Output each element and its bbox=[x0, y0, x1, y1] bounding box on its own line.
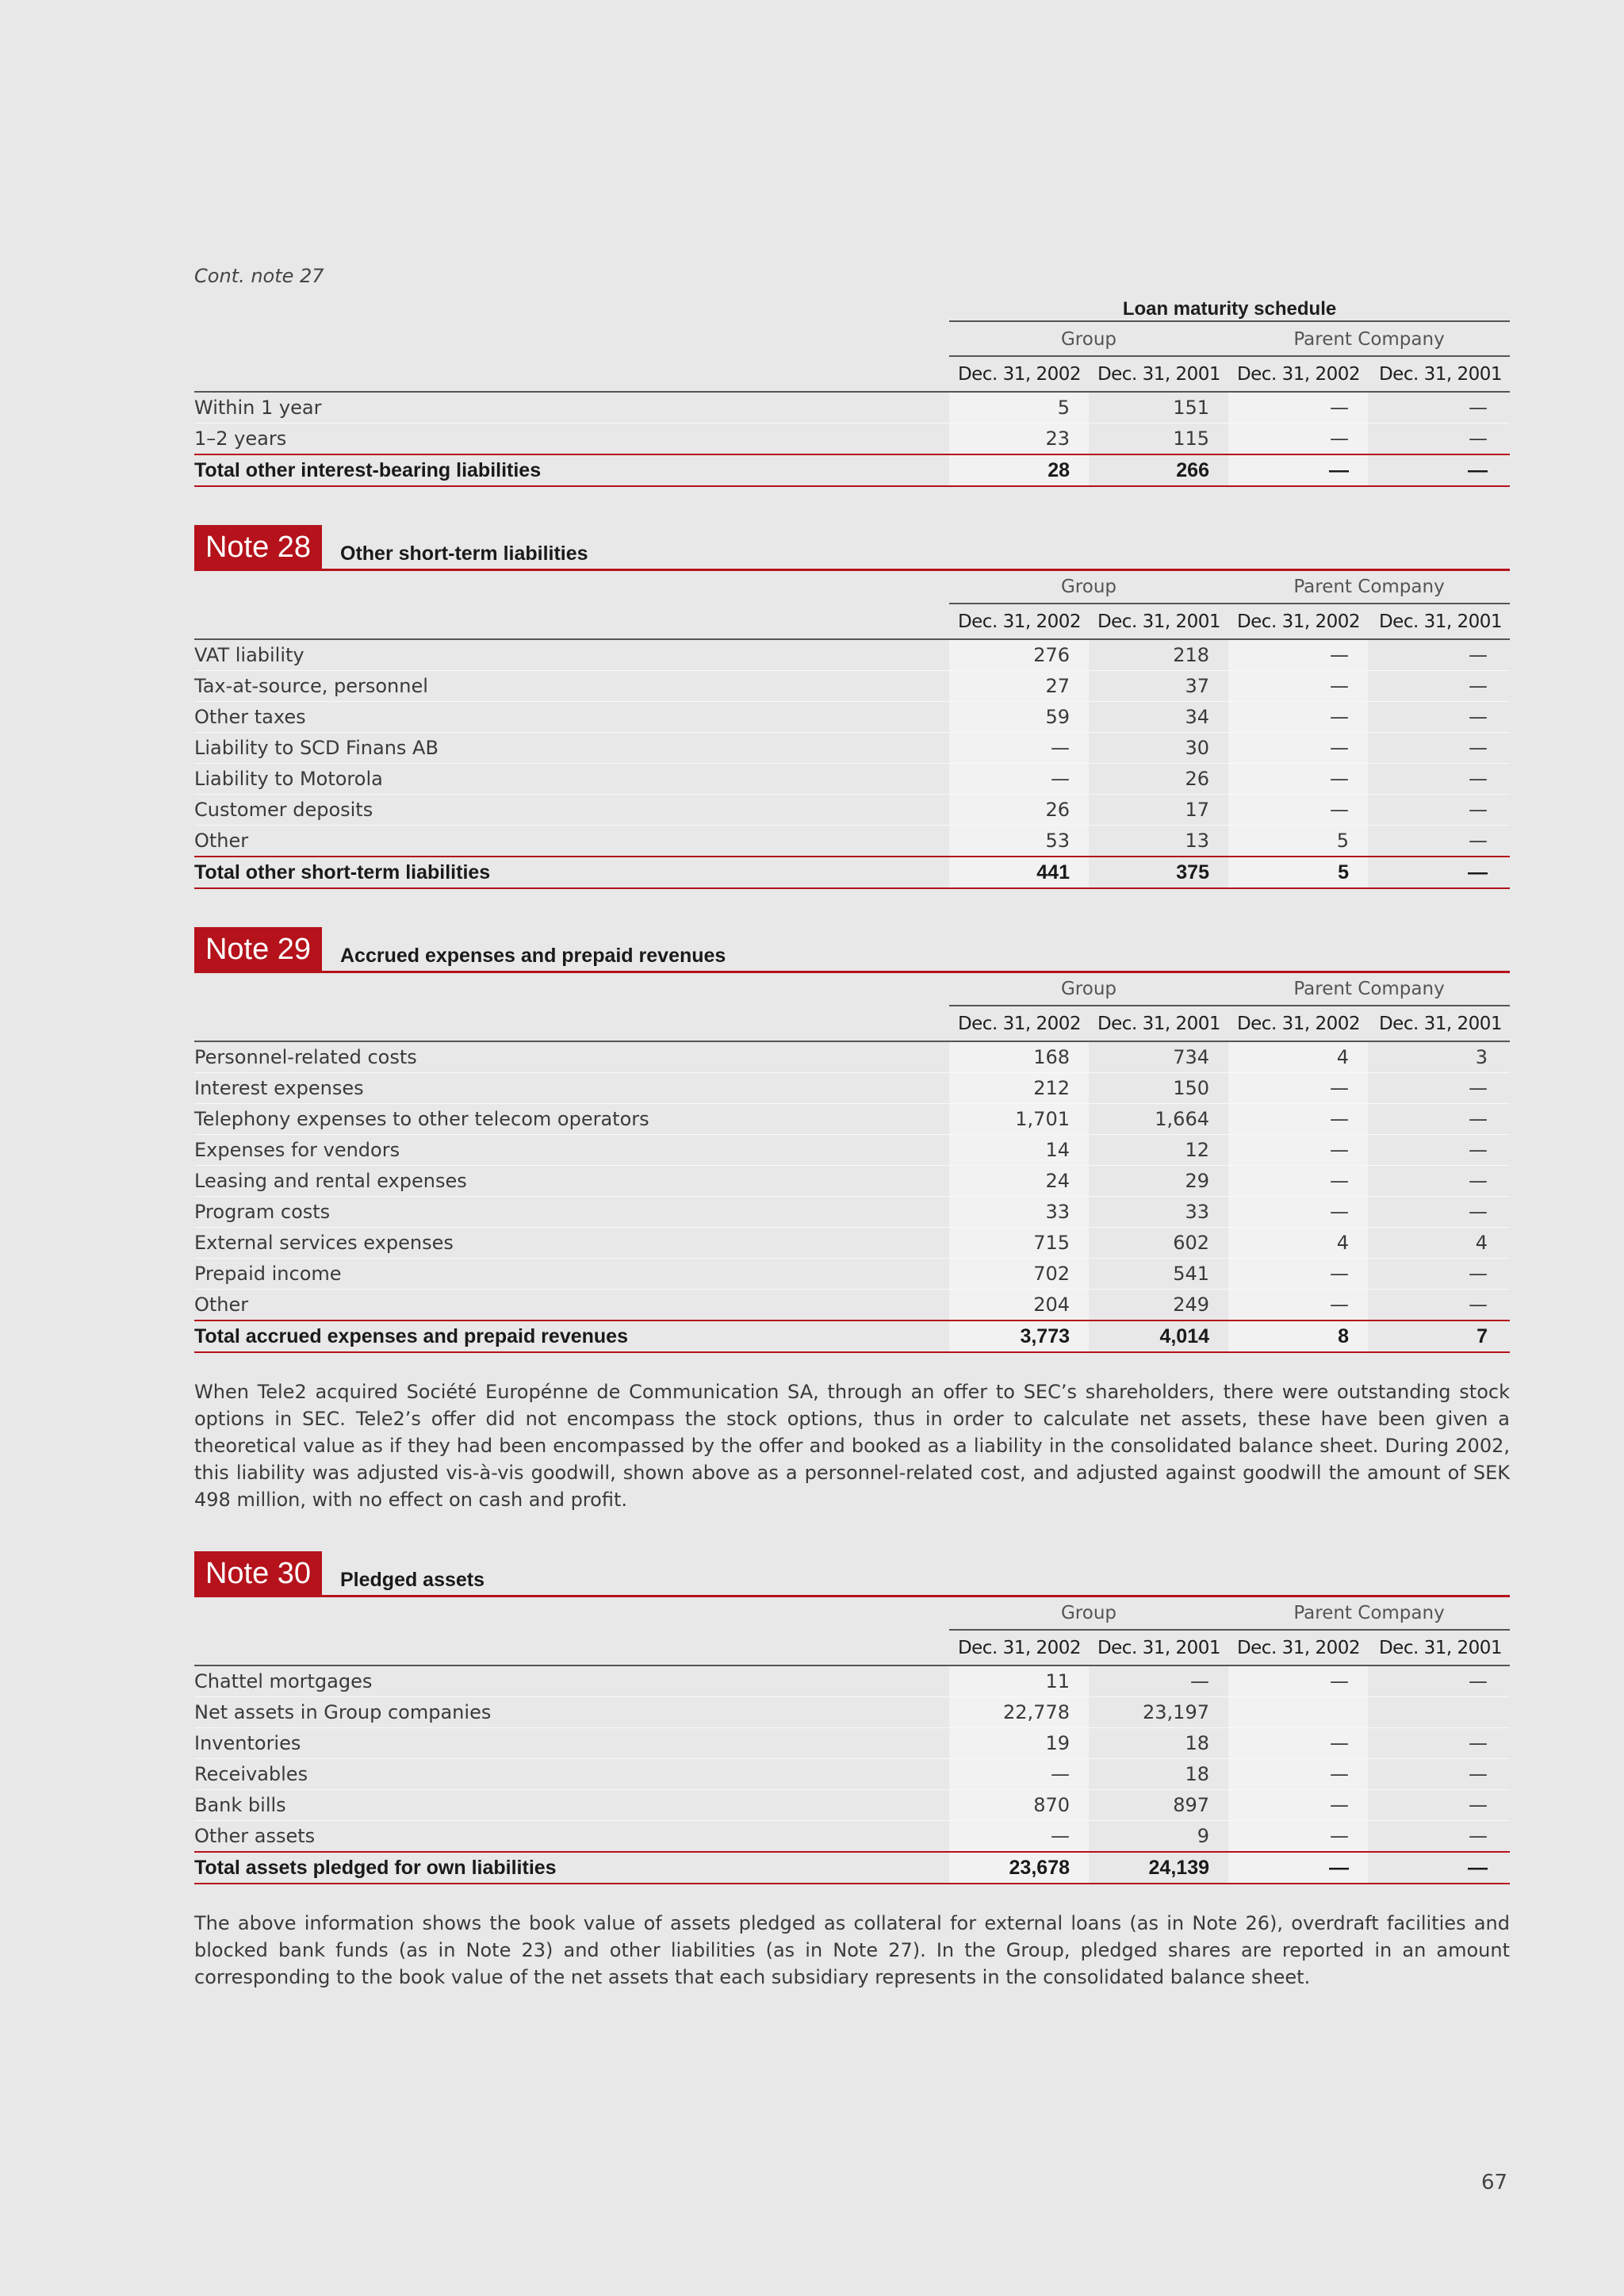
date-header: Dec. 31, 2002 bbox=[949, 1006, 1089, 1041]
cell-value: — bbox=[1228, 1197, 1368, 1228]
row-label: Total other short-term liabilities bbox=[194, 857, 949, 888]
cell-value: 23,678 bbox=[949, 1852, 1089, 1884]
table-row bbox=[194, 1290, 1510, 1321]
group-header: Group bbox=[949, 973, 1228, 1006]
cell-value bbox=[1228, 1697, 1368, 1728]
table-row bbox=[194, 1073, 1510, 1104]
cell-value: 602 bbox=[1089, 1228, 1228, 1259]
cell-value: 151 bbox=[1089, 392, 1228, 424]
note-30-header bbox=[194, 1551, 1510, 1597]
row-label: Expenses for vendors bbox=[194, 1135, 949, 1166]
cell-value: 12 bbox=[1089, 1135, 1228, 1166]
cell-value: — bbox=[1368, 764, 1510, 795]
cell-value: — bbox=[1228, 454, 1368, 486]
table-row bbox=[194, 671, 1510, 702]
row-label: Leasing and rental expenses bbox=[194, 1166, 949, 1197]
note-30-table bbox=[194, 1597, 1510, 1884]
table-row bbox=[194, 639, 1510, 671]
cell-value: 5 bbox=[1228, 826, 1368, 857]
table-row bbox=[194, 1228, 1510, 1259]
cell-value: 5 bbox=[949, 392, 1089, 424]
cell-value: — bbox=[1228, 1135, 1368, 1166]
total-row bbox=[194, 1852, 1510, 1884]
row-label: Within 1 year bbox=[194, 392, 949, 424]
cell-value: 4 bbox=[1228, 1041, 1368, 1073]
cell-value: 212 bbox=[949, 1073, 1089, 1104]
row-label: Total accrued expenses and prepaid revenues bbox=[194, 1320, 949, 1352]
cell-value: — bbox=[1368, 1665, 1510, 1697]
cell-value: 33 bbox=[949, 1197, 1089, 1228]
cell-value: — bbox=[1368, 826, 1510, 857]
note-30-paragraph: The above information shows the book value of assets pledged as collateral for external loans (as in Note 26), overdraft facilities and blocked bank funds (as in Note 23) and other liabilities (as in Note 27). In the Group, pledged shares are reported in an amount corresponding to the book value of the net assets that each subsidiary represents in the consolidated balance sheet. bbox=[194, 1912, 1510, 1988]
cell-value: — bbox=[1228, 1073, 1368, 1104]
table-row bbox=[194, 702, 1510, 733]
table-row bbox=[194, 1197, 1510, 1228]
table-row bbox=[194, 1821, 1510, 1853]
cell-value: 23 bbox=[949, 424, 1089, 455]
cell-value: 13 bbox=[1089, 826, 1228, 857]
table-row bbox=[194, 764, 1510, 795]
date-header: Dec. 31, 2001 bbox=[1368, 1630, 1510, 1665]
cell-value: — bbox=[1228, 1728, 1368, 1759]
row-label: Other assets bbox=[194, 1821, 949, 1853]
note-title: Other short-term liabilities bbox=[340, 542, 588, 565]
date-header: Dec. 31, 2002 bbox=[1228, 1630, 1368, 1665]
note-badge: Note 29 bbox=[194, 927, 322, 971]
table-row bbox=[194, 1166, 1510, 1197]
cell-value: 375 bbox=[1089, 857, 1228, 888]
cell-value: 115 bbox=[1089, 424, 1228, 455]
cell-value: — bbox=[1368, 702, 1510, 733]
date-header: Dec. 31, 2002 bbox=[949, 356, 1089, 392]
table-row bbox=[194, 1104, 1510, 1135]
cell-value: 204 bbox=[949, 1290, 1089, 1321]
parent-company-header: Parent Company bbox=[1228, 571, 1510, 604]
row-label: VAT liability bbox=[194, 639, 949, 671]
cell-value: — bbox=[1228, 764, 1368, 795]
cell-value: — bbox=[1228, 1259, 1368, 1290]
table-row bbox=[194, 392, 1510, 424]
cell-value: — bbox=[1368, 639, 1510, 671]
cell-value: — bbox=[1368, 1259, 1510, 1290]
note-title: Pledged assets bbox=[340, 1569, 485, 1591]
cell-value: — bbox=[1368, 1290, 1510, 1321]
cell-value: 8 bbox=[1228, 1320, 1368, 1352]
cell-value: 18 bbox=[1089, 1728, 1228, 1759]
cell-value: 870 bbox=[949, 1790, 1089, 1821]
cell-value: 715 bbox=[949, 1228, 1089, 1259]
cell-value: — bbox=[1228, 1104, 1368, 1135]
cell-value: — bbox=[1368, 1104, 1510, 1135]
row-label: Bank bills bbox=[194, 1790, 949, 1821]
cell-value: — bbox=[1368, 1821, 1510, 1853]
table-row bbox=[194, 1759, 1510, 1790]
row-label: Program costs bbox=[194, 1197, 949, 1228]
date-header: Dec. 31, 2001 bbox=[1089, 604, 1228, 639]
cell-value: 1,664 bbox=[1089, 1104, 1228, 1135]
cell-value: 24,139 bbox=[1089, 1852, 1228, 1884]
cell-value: 29 bbox=[1089, 1166, 1228, 1197]
cell-value: 249 bbox=[1089, 1290, 1228, 1321]
cell-value: — bbox=[1368, 1166, 1510, 1197]
cell-value: 734 bbox=[1089, 1041, 1228, 1073]
table-row bbox=[194, 733, 1510, 764]
cell-value: — bbox=[1228, 1790, 1368, 1821]
cell-value: — bbox=[1228, 795, 1368, 826]
cell-value: — bbox=[1228, 1852, 1368, 1884]
cell-value: 4 bbox=[1228, 1228, 1368, 1259]
cell-value: 7 bbox=[1368, 1320, 1510, 1352]
note-badge: Note 30 bbox=[194, 1551, 322, 1595]
page-number: 67 bbox=[1481, 2171, 1508, 2194]
cell-value: 4,014 bbox=[1089, 1320, 1228, 1352]
cell-value: 266 bbox=[1089, 454, 1228, 486]
cell-value: 17 bbox=[1089, 795, 1228, 826]
row-label: Net assets in Group companies bbox=[194, 1697, 949, 1728]
cell-value: — bbox=[1228, 1665, 1368, 1697]
cell-value: 34 bbox=[1089, 702, 1228, 733]
cell-value: — bbox=[1368, 1073, 1510, 1104]
row-label: Personnel-related costs bbox=[194, 1041, 949, 1073]
row-label: Total other interest-bearing liabilities bbox=[194, 454, 949, 486]
cell-value: — bbox=[1368, 671, 1510, 702]
group-header: Group bbox=[949, 324, 1228, 356]
cell-value: — bbox=[1228, 1821, 1368, 1853]
group-header: Group bbox=[949, 1597, 1228, 1630]
row-label: Liability to Motorola bbox=[194, 764, 949, 795]
note-29-paragraph: When Tele2 acquired Société Europénne de Communication SA, through an offer to SEC’s shareholders, there were outstanding stock options in SEC. Tele2’s offer did not encompass the stock options, thus in order to calculate net assets, these have been given a theoretical value as if they had been encompassed by the offer and booked as a liability in the consolidated balance sheet. During 2002, this liability was adjusted vis-à-vis goodwill, shown above as a personnel-related cost, and adjusted against goodwill the amount of SEK 498 million, with no effect on cash and profit. bbox=[194, 1381, 1510, 1511]
table-row bbox=[194, 826, 1510, 857]
cell-value: 5 bbox=[1228, 857, 1368, 888]
date-header: Dec. 31, 2002 bbox=[949, 604, 1089, 639]
row-label: Customer deposits bbox=[194, 795, 949, 826]
date-header: Dec. 31, 2001 bbox=[1089, 1630, 1228, 1665]
table-row bbox=[194, 795, 1510, 826]
cell-value: — bbox=[949, 764, 1089, 795]
cell-value: 26 bbox=[949, 795, 1089, 826]
cell-value: 19 bbox=[949, 1728, 1089, 1759]
row-label: Inventories bbox=[194, 1728, 949, 1759]
row-label: External services expenses bbox=[194, 1228, 949, 1259]
table-row bbox=[194, 1697, 1510, 1728]
date-header: Dec. 31, 2001 bbox=[1368, 604, 1510, 639]
cell-value: 4 bbox=[1368, 1228, 1510, 1259]
cell-value: — bbox=[1228, 1290, 1368, 1321]
cell-value: — bbox=[1368, 1197, 1510, 1228]
group-header: Group bbox=[949, 571, 1228, 604]
cell-value: 30 bbox=[1089, 733, 1228, 764]
cell-value: 53 bbox=[949, 826, 1089, 857]
cell-value: 150 bbox=[1089, 1073, 1228, 1104]
cell-value: — bbox=[1368, 424, 1510, 455]
cell-value: 33 bbox=[1089, 1197, 1228, 1228]
row-label: Telephony expenses to other telecom operators bbox=[194, 1104, 949, 1135]
date-header: Dec. 31, 2001 bbox=[1368, 356, 1510, 392]
cell-value: — bbox=[1228, 424, 1368, 455]
table-row bbox=[194, 1665, 1510, 1697]
cell-value: 3 bbox=[1368, 1041, 1510, 1073]
cell-value: — bbox=[1368, 1728, 1510, 1759]
cell-value: 27 bbox=[949, 671, 1089, 702]
row-label: Liability to SCD Finans AB bbox=[194, 733, 949, 764]
cell-value: 14 bbox=[949, 1135, 1089, 1166]
cell-value: — bbox=[1368, 857, 1510, 888]
note-28-header bbox=[194, 525, 1510, 571]
row-label: Receivables bbox=[194, 1759, 949, 1790]
cell-value: 441 bbox=[949, 857, 1089, 888]
cell-value: — bbox=[1368, 1852, 1510, 1884]
row-label: Other taxes bbox=[194, 702, 949, 733]
cell-value: — bbox=[1089, 1665, 1228, 1697]
cell-value: 897 bbox=[1089, 1790, 1228, 1821]
total-row bbox=[194, 857, 1510, 888]
table-row bbox=[194, 1041, 1510, 1073]
cell-value: — bbox=[1368, 1135, 1510, 1166]
row-label: Interest expenses bbox=[194, 1073, 949, 1104]
cell-value: — bbox=[1368, 1790, 1510, 1821]
total-row bbox=[194, 454, 1510, 486]
cell-value bbox=[1368, 1697, 1510, 1728]
row-label: Other bbox=[194, 1290, 949, 1321]
cell-value: 28 bbox=[949, 454, 1089, 486]
cell-value: — bbox=[1368, 454, 1510, 486]
cell-value: — bbox=[1228, 733, 1368, 764]
note-29-header bbox=[194, 927, 1510, 973]
row-label: Total assets pledged for own liabilities bbox=[194, 1852, 949, 1884]
total-row bbox=[194, 1320, 1510, 1352]
cell-value: 59 bbox=[949, 702, 1089, 733]
table-row bbox=[194, 424, 1510, 455]
cell-value: 26 bbox=[1089, 764, 1228, 795]
cell-value: — bbox=[1228, 639, 1368, 671]
note-title: Accrued expenses and prepaid revenues bbox=[340, 945, 726, 967]
cell-value: — bbox=[1228, 671, 1368, 702]
cell-value: 218 bbox=[1089, 639, 1228, 671]
cell-value: 168 bbox=[949, 1041, 1089, 1073]
table-caption: Loan maturity schedule bbox=[949, 298, 1510, 322]
cell-value: 541 bbox=[1089, 1259, 1228, 1290]
cell-value: 18 bbox=[1089, 1759, 1228, 1790]
cell-value: 702 bbox=[949, 1259, 1089, 1290]
cell-value: — bbox=[1368, 392, 1510, 424]
note-29-table bbox=[194, 973, 1510, 1353]
table-row bbox=[194, 1259, 1510, 1290]
date-header: Dec. 31, 2001 bbox=[1089, 1006, 1228, 1041]
cell-value: 3,773 bbox=[949, 1320, 1089, 1352]
date-header: Dec. 31, 2002 bbox=[949, 1630, 1089, 1665]
date-header: Dec. 31, 2001 bbox=[1368, 1006, 1510, 1041]
date-header: Dec. 31, 2002 bbox=[1228, 604, 1368, 639]
table-row bbox=[194, 1728, 1510, 1759]
cell-value: — bbox=[1368, 733, 1510, 764]
cell-value: 9 bbox=[1089, 1821, 1228, 1853]
note-badge: Note 28 bbox=[194, 525, 322, 569]
cell-value: — bbox=[949, 1821, 1089, 1853]
date-header: Dec. 31, 2001 bbox=[1089, 356, 1228, 392]
date-header: Dec. 31, 2002 bbox=[1228, 356, 1368, 392]
cell-value: 22,778 bbox=[949, 1697, 1089, 1728]
cell-value: — bbox=[1228, 702, 1368, 733]
cell-value: 1,701 bbox=[949, 1104, 1089, 1135]
page-content bbox=[194, 260, 1510, 1991]
table-row bbox=[194, 1790, 1510, 1821]
cell-value: — bbox=[1228, 1759, 1368, 1790]
row-label: Tax-at-source, personnel bbox=[194, 671, 949, 702]
parent-company-header: Parent Company bbox=[1228, 324, 1510, 356]
row-label: Prepaid income bbox=[194, 1259, 949, 1290]
cell-value: — bbox=[949, 733, 1089, 764]
cell-value: — bbox=[1228, 1166, 1368, 1197]
cell-value: 24 bbox=[949, 1166, 1089, 1197]
row-label: Chattel mortgages bbox=[194, 1665, 949, 1697]
parent-company-header: Parent Company bbox=[1228, 973, 1510, 1006]
parent-company-header: Parent Company bbox=[1228, 1597, 1510, 1630]
cell-value: — bbox=[1368, 795, 1510, 826]
row-label: 1–2 years bbox=[194, 424, 949, 455]
cell-value: 11 bbox=[949, 1665, 1089, 1697]
loan-maturity-table bbox=[194, 292, 1510, 487]
cell-value: 37 bbox=[1089, 671, 1228, 702]
cell-value: — bbox=[949, 1759, 1089, 1790]
note-28-table bbox=[194, 571, 1510, 889]
cell-value: — bbox=[1368, 1759, 1510, 1790]
table-row bbox=[194, 1135, 1510, 1166]
cell-value: 276 bbox=[949, 639, 1089, 671]
date-header: Dec. 31, 2002 bbox=[1228, 1006, 1368, 1041]
row-label: Other bbox=[194, 826, 949, 857]
cell-value: — bbox=[1228, 392, 1368, 424]
continuation-note: Cont. note 27 bbox=[194, 265, 324, 287]
cell-value: 23,197 bbox=[1089, 1697, 1228, 1728]
